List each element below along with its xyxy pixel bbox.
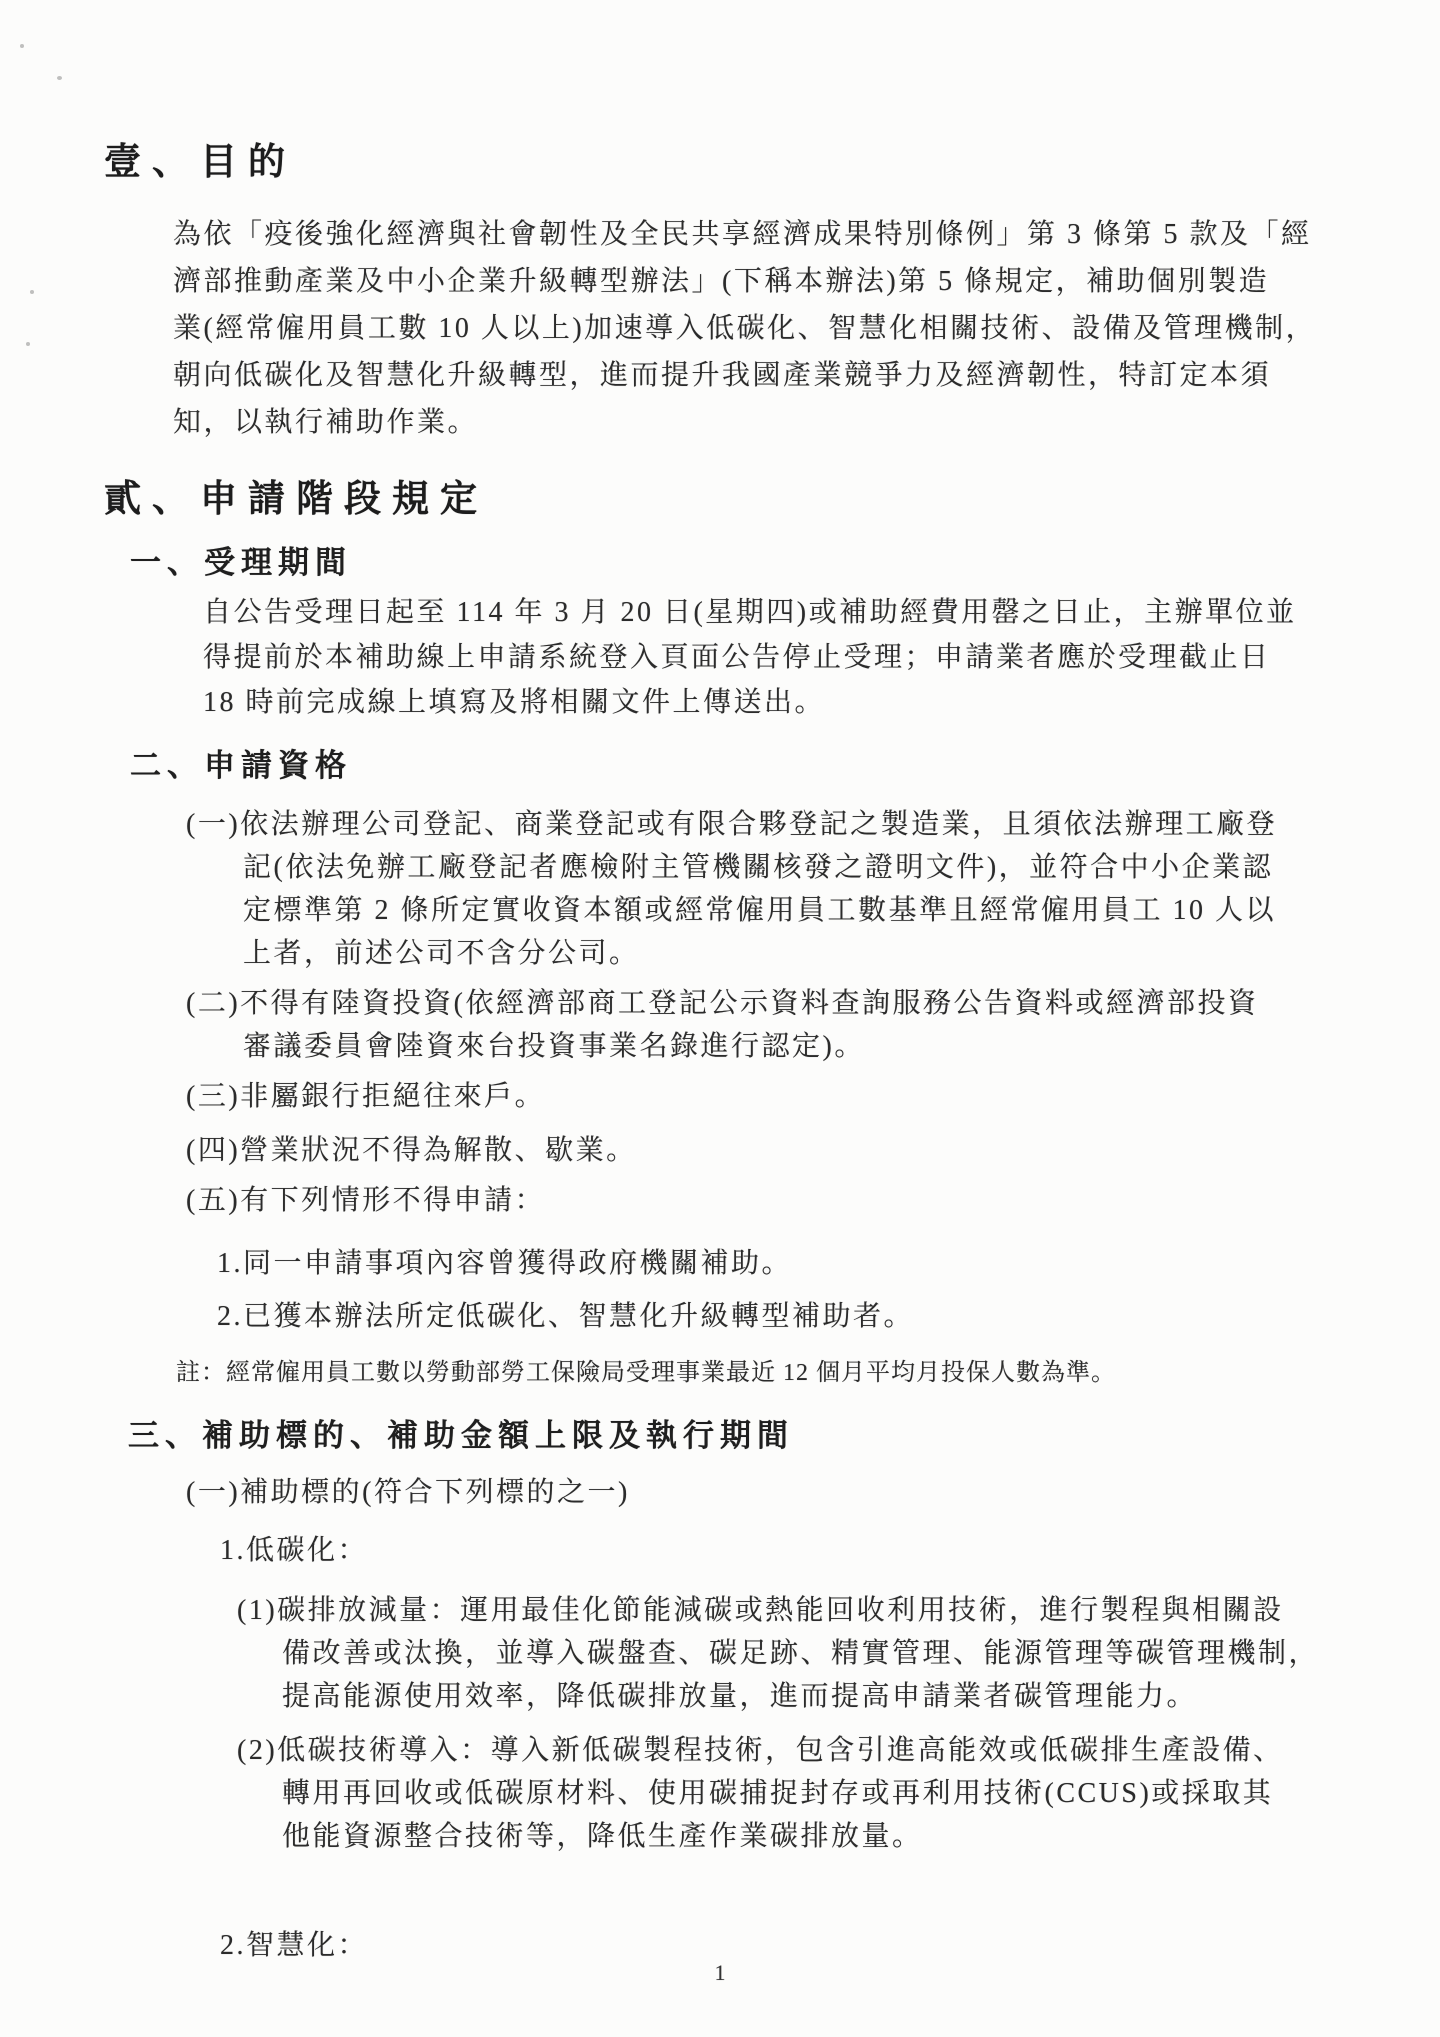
low-carbon-heading (220, 1529, 368, 1572)
text-line: (2)低碳技術導入：導入新低碳製程技術，包含引進高能效或低碳排生產設備、 (237, 1735, 1284, 1766)
subsection-3-heading: 三、補助標的、補助金額上限及執行期間 (128, 1418, 794, 1453)
text-line: 自公告受理日起至 114 年 3 月 20 日(星期四)或補助經費用罄之日止，主辦單位並 (203, 597, 1297, 628)
text-line: 提高能源使用效率，降低碳排放量，進而提高申請業者碳管理能力。 (282, 1681, 1198, 1712)
low-carbon-point-1 (237, 1589, 1319, 1718)
text-line: 記(依法免辦工廠登記者應檢附主管機關核發之證明文件)，並符合中小企業認 (243, 852, 1274, 883)
text-line: 定標準第 2 條所定實收資本額或經常僱用員工數基準且經常僱用員工 10 人以 (243, 895, 1277, 926)
subsection-1-heading: 一、受理期間 (130, 545, 352, 580)
subsidy-target-item-heading (186, 1471, 630, 1514)
text-line: 審議委員會陸資來台投資事業名錄進行認定)。 (243, 1031, 865, 1062)
footnote: 註：經常僱用員工數以勞動部勞工保險局受理事業最近 12 個月平均月投保人數為準。 (176, 1360, 1116, 1386)
low-carbon-point-2 (237, 1729, 1284, 1858)
section-1-heading: 壹、目的 (104, 142, 296, 183)
text-line: (四)營業狀況不得為解散、歇業。 (186, 1135, 637, 1166)
page-number: 1 (714, 1960, 726, 1985)
text-line: (三)非屬銀行拒絕往來戶。 (186, 1081, 546, 1112)
eligibility-item-4 (186, 1129, 637, 1172)
section-2-heading: 貳、申請階段規定 (104, 479, 488, 520)
text-line: 得提前於本補助線上申請系統登入頁面公告停止受理；申請業者應於受理截止日 (203, 642, 1271, 673)
text-line: 業(經常僱用員工數 10 人以上)加速導入低碳化、智慧化相關技術、設備及管理機制， (173, 313, 1317, 344)
eligibility-item-5 (186, 1179, 545, 1222)
scan-speck (20, 44, 24, 48)
text-line: 朝向低碳化及智慧化升級轉型，進而提升我國產業競爭力及經濟韌性，特訂定本須 (173, 360, 1272, 391)
scan-speck (30, 290, 34, 294)
section-1-paragraph (173, 211, 1316, 446)
acceptance-period-paragraph (203, 590, 1297, 725)
text-line: 為依「疫後強化經濟與社會韌性及全民共享經濟成果特別條例」第 3 條第 5 款及「經 (173, 219, 1312, 250)
text-line: (1)碳排放減量：運用最佳化節能減碳或熱能回收利用技術，進行製程與相關設 (237, 1595, 1284, 1626)
scan-speck (57, 76, 62, 80)
text-line: 他能資源整合技術等，降低生產作業碳排放量。 (282, 1821, 923, 1852)
text-line: 濟部推動產業及中小企業升級轉型辦法」(下稱本辦法)第 5 條規定，補助個別製造 (173, 266, 1270, 297)
text-line: 1.低碳化： (220, 1535, 369, 1566)
text-line: 備改善或汰換，並導入碳盤查、碳足跡、精實管理、能源管理等碳管理機制， (282, 1638, 1320, 1669)
eligibility-item-3 (186, 1075, 545, 1118)
text-line: (二)不得有陸資投資(依經濟部商工登記公示資料查詢服務公告資料或經濟部投資 (186, 988, 1259, 1019)
text-line: 知，以執行補助作業。 (173, 407, 479, 438)
text-line: (五)有下列情形不得申請： (186, 1185, 546, 1216)
text-line: (一)補助標的(符合下列標的之一) (186, 1477, 630, 1508)
eligibility-item-2 (186, 982, 1258, 1068)
text-line: 18 時前完成線上填寫及將相關文件上傳送出。 (203, 687, 826, 718)
text-line: 轉用再回收或低碳原材料、使用碳捕捉封存或再利用技術(CCUS)或採取其 (282, 1778, 1274, 1809)
subsection-2-heading: 二、申請資格 (130, 748, 352, 783)
text-line: (一)依法辦理公司登記、商業登記或有限合夥登記之製造業，且須依法辦理工廠登 (186, 809, 1278, 840)
eligibility-item-5-sub-2 (217, 1295, 914, 1338)
text-line: 2.智慧化： (220, 1930, 369, 1961)
scan-speck (26, 342, 30, 346)
eligibility-item-1 (186, 803, 1277, 975)
eligibility-item-5-sub-1 (217, 1242, 792, 1285)
text-line: 上者，前述公司不含分公司。 (243, 938, 640, 969)
text-line: 2.已獲本辦法所定低碳化、智慧化升級轉型補助者。 (217, 1301, 915, 1332)
text-line: 1.同一申請事項內容曾獲得政府機關補助。 (217, 1248, 793, 1279)
